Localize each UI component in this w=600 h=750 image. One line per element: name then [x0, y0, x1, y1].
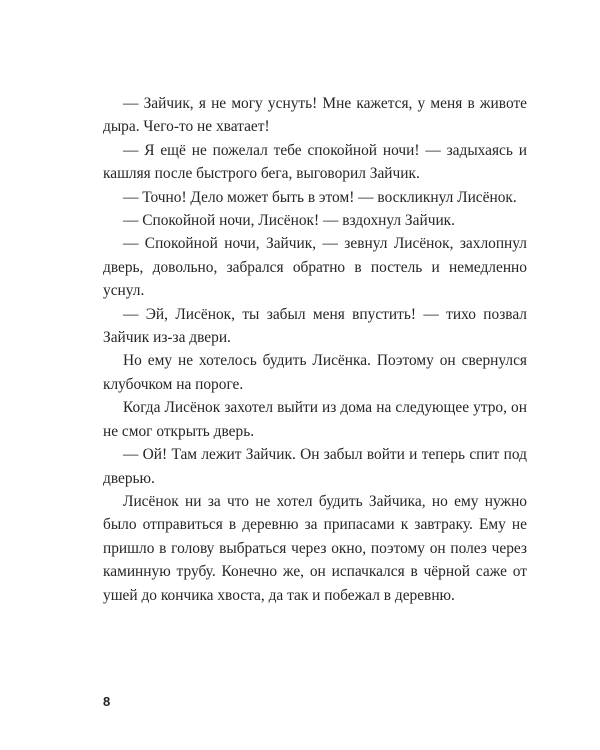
paragraph: Лисёнок ни за что не хотел будить Зайчика, но ему нужно было отправиться в деревню за припасами к завтраку. Ему не пришло в голову выбраться через окно, поэтому он полез через каминную трубу. Конечно же, он испачкался в чёрной саже от ушей до кончика хвоста, да так и побежал в деревню.: [103, 492, 527, 604]
paragraph: Когда Лисёнок захотел выйти из дома на следующее утро, он не смог открыть дверь.: [103, 399, 527, 440]
paragraph: — Ой! Там лежит Зайчик. Он забыл войти и теперь спит под дверью.: [103, 446, 527, 487]
page-number: 8: [103, 694, 111, 709]
paragraph: — Зайчик, я не могу уснуть! Мне кажется, у меня в животе дыра. Чего-то не хватает!: [103, 95, 527, 136]
story-text: [103, 92, 527, 607]
paragraph: Но ему не хотелось будить Лисёнка. Поэтому он свернулся клубочком на пороге.: [103, 352, 527, 393]
paragraph: — Точно! Дело может быть в этом! — воскликнул Лисёнок.: [123, 188, 517, 206]
paragraph: — Спокойной ночи, Лисёнок! — вздохнул Зайчик.: [123, 212, 456, 230]
paragraph: — Я ещё не пожелал тебе спокойной ночи! — задыхаясь и кашляя после быстрого бега, выговорил Зайчик.: [103, 141, 527, 183]
paragraph: — Спокойной ночи, Зайчик, — зевнул Лисёнок, захлопнул дверь, довольно, забрался обратно в постель и немедленно уснул.: [103, 235, 527, 300]
paragraph: — Эй, Лисёнок, ты забыл меня впустить! — тихо позвал Зайчик из-за двери.: [103, 305, 527, 347]
